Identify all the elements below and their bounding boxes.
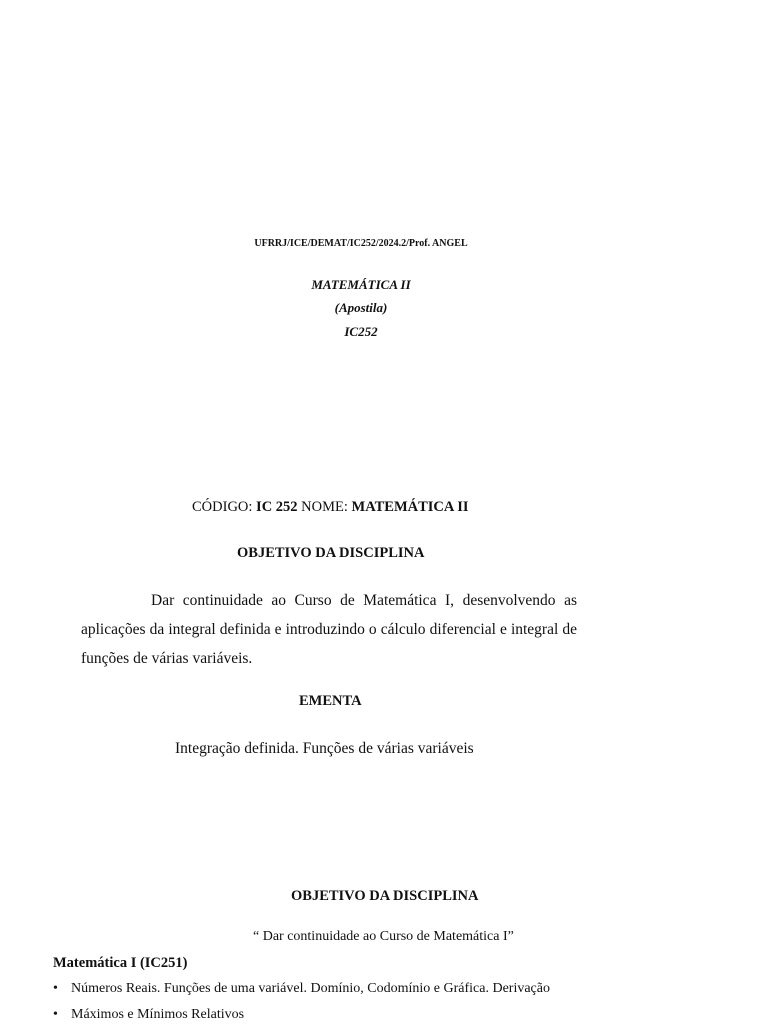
list-item-text: Números Reais. Funções de uma variável. Domínio, Codomínio e Gráfica. Derivação [71, 981, 550, 996]
list-item [53, 979, 550, 1005]
code-value: IC 252 [256, 499, 298, 515]
name-label: NOME: [301, 499, 348, 515]
course-subtitle: (Apostila) [334, 300, 388, 315]
ementa-text: Integração definida. Funções de várias variáveis [175, 740, 474, 757]
objective-heading: OBJETIVO DA DISCIPLINA [237, 545, 425, 561]
ementa-heading: EMENTA [299, 693, 362, 709]
objective-quote: “ Dar continuidade ao Curso de Matemática I” [253, 929, 514, 944]
document-header-code: UFRRJ/ICE/DEMAT/IC252/2024.2/Prof. ANGEL [254, 238, 468, 249]
course-code-title: IC252 [344, 324, 378, 339]
course-title: MATEMÁTICA II [311, 277, 411, 292]
bullet-icon: • [53, 1007, 58, 1022]
name-value: MATEMÁTICA II [351, 499, 469, 515]
code-label: CÓDIGO: [192, 499, 253, 515]
bullet-icon: • [53, 981, 58, 996]
objective-paragraph [81, 586, 577, 673]
list-item-text: Máximos e Mínimos Relativos [71, 1007, 245, 1022]
prev-course-heading: Matemática I (IC251) [53, 955, 188, 971]
objective-text: Dar continuidade ao Curso de Matemática I, desenvolvendo as aplicações da integral definida e introduzindo o cálculo diferencial e integral de funções de várias variáveis. [81, 592, 577, 667]
objective-heading-2: OBJETIVO DA DISCIPLINA [291, 888, 479, 904]
course-code-line [192, 499, 468, 516]
prev-course-topics [53, 979, 550, 1031]
list-item [53, 1005, 550, 1031]
